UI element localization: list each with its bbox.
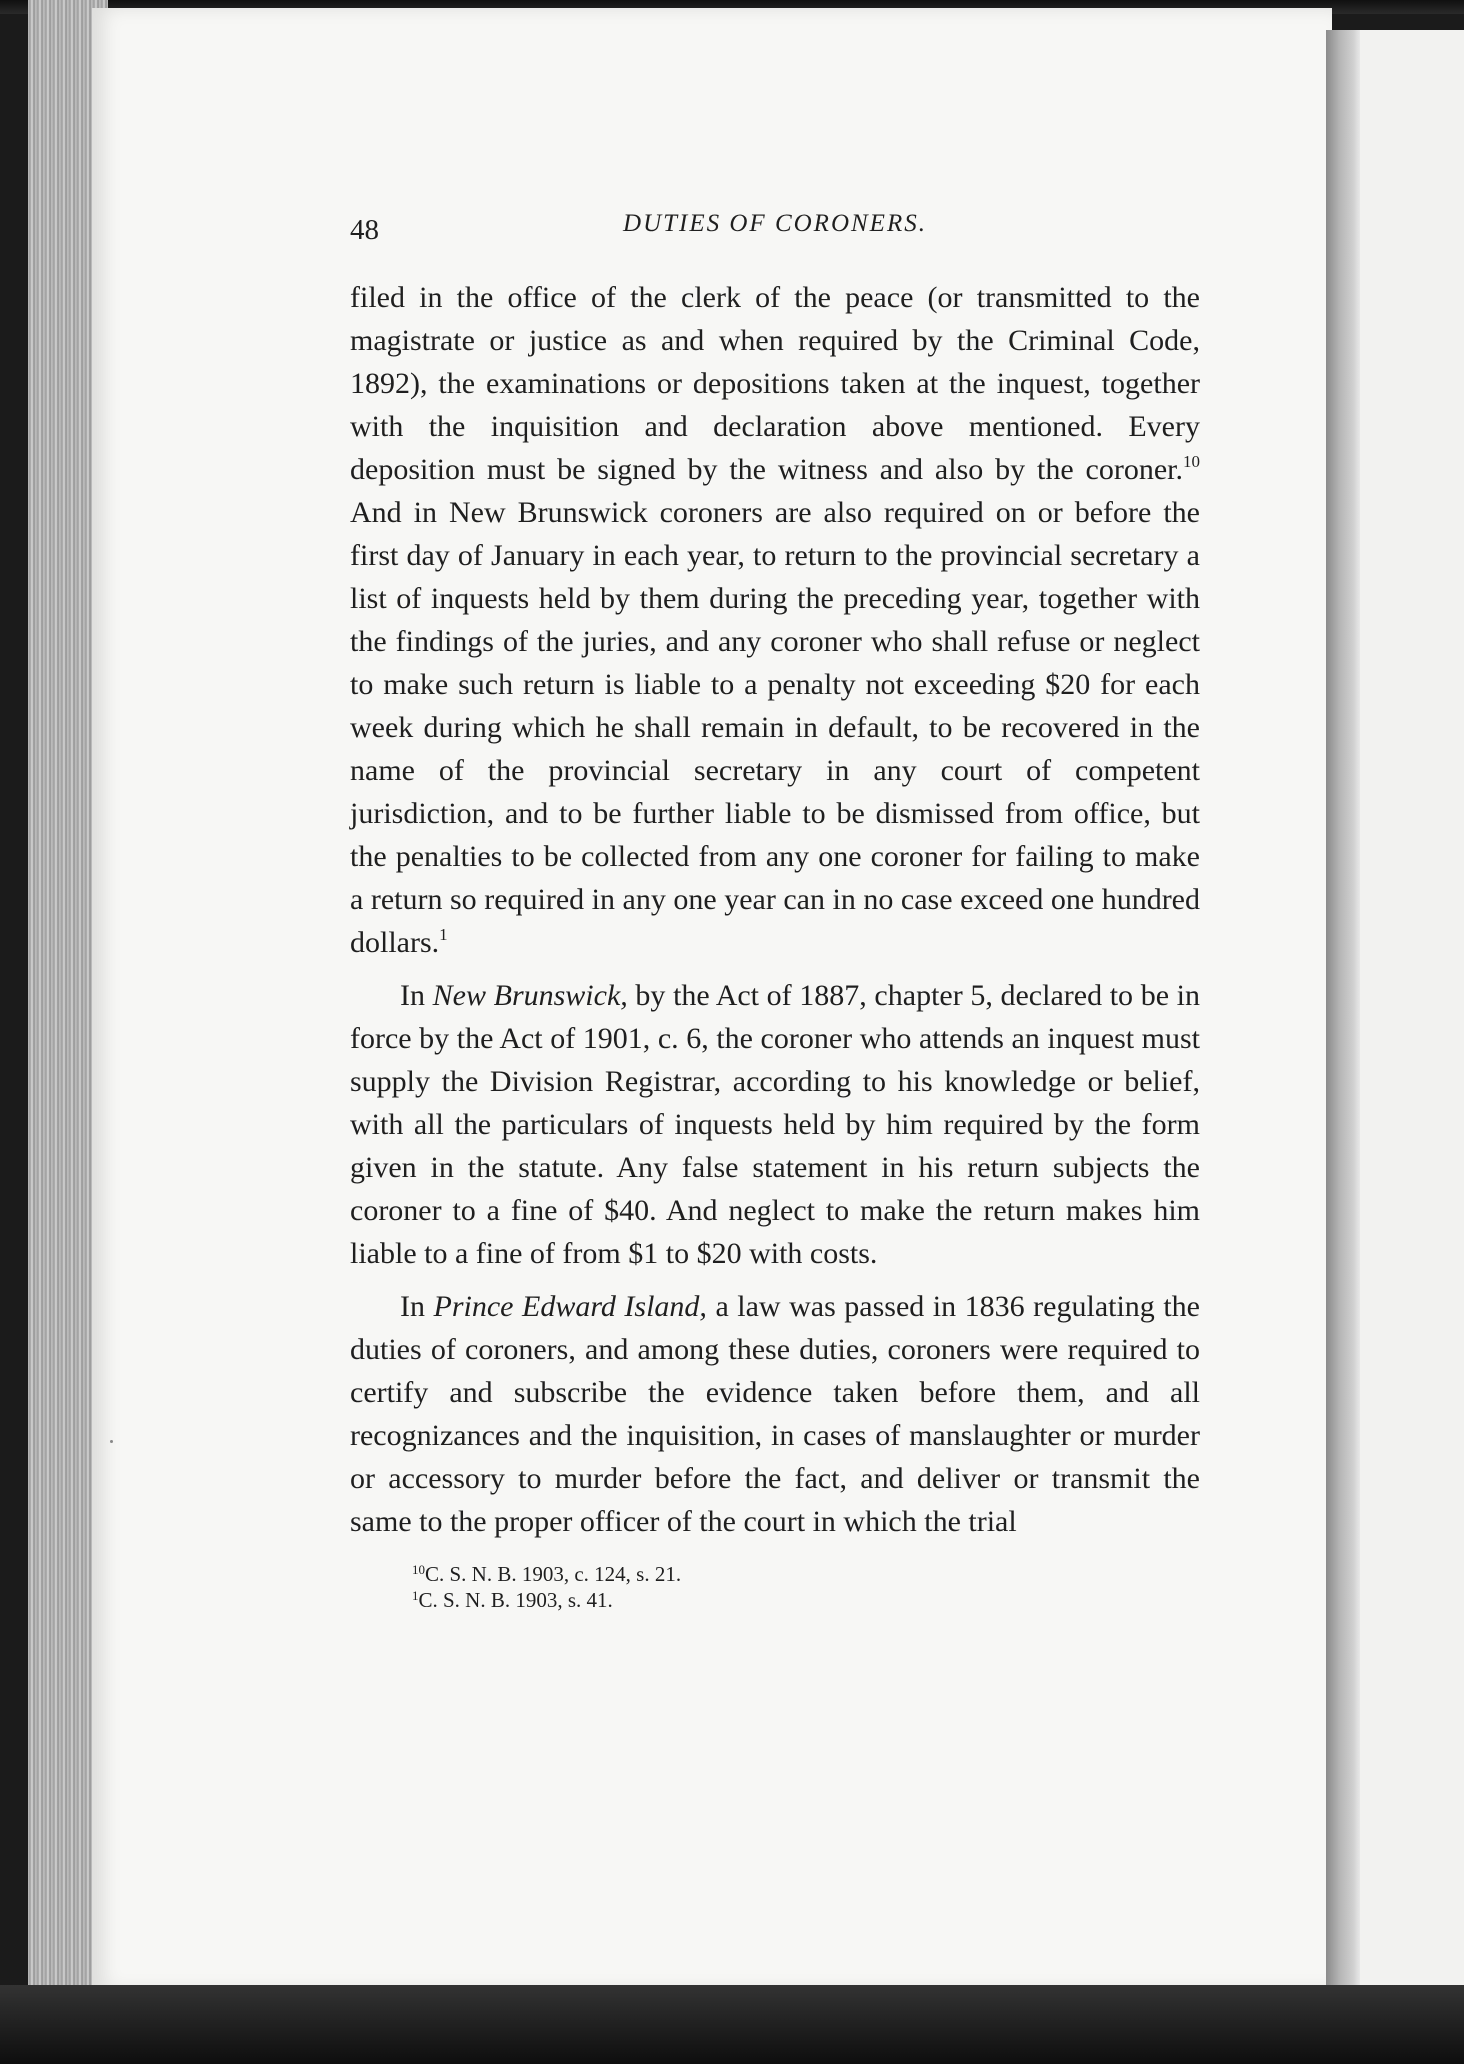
footnote-text: C. S. N. B. 1903, s. 41. — [418, 1588, 613, 1612]
paragraph-lead: In — [400, 979, 433, 1012]
place-name: New Brunswick, — [432, 979, 628, 1012]
page-number: 48 — [350, 214, 379, 246]
scan-bottom-shadow — [0, 1985, 1464, 2064]
scan-speck — [110, 1440, 113, 1443]
page-content — [350, 210, 1200, 1613]
running-head — [350, 210, 1200, 254]
paragraph-text: filed in the office of the clerk of the peace (or transmitted to the magistrate or justice as and when required by the Criminal Code, 1892), the examinations or depositions taken at the inquest, together with the inquisition and declaration above mentioned. Every deposition must be signed by the witness and also by the coroner. — [350, 281, 1200, 486]
footnote — [412, 1561, 1200, 1587]
footnote-reference: 1 — [439, 925, 448, 944]
running-title: DUTIES OF CORONERS. — [623, 210, 927, 237]
footnote-marker: 10 — [412, 1562, 425, 1577]
footnote-marker: 1 — [412, 1588, 419, 1603]
paragraph-text: a law was passed in 1836 regulating the duties of coroners, and among these duties, coroners were required to certify and subscribe the evidence taken before them, and all recognizances and the inquisition, in cases of manslaughter or murder or accessory to murder before the fact, and deliver or transmit the same to the proper officer of the court in which the trial — [350, 1290, 1200, 1538]
footnote-text: C. S. N. B. 1903, c. 124, s. 21. — [425, 1562, 682, 1586]
paragraph-lead: In — [400, 1290, 434, 1323]
place-name: Prince Edward Island, — [433, 1290, 707, 1323]
footnotes — [350, 1561, 1200, 1613]
footnote-reference: 10 — [1183, 452, 1200, 471]
book-gutter — [1326, 30, 1360, 1985]
footnote — [412, 1587, 1200, 1613]
paragraph-prince-edward-island — [350, 1285, 1200, 1543]
paragraph-text: And in New Brunswick coroners are also required on or before the first day of January in each year, to return to the provincial secretary a list of inquests held by them during the preceding year, together with the findings of the juries, and any coroner who shall refuse or neglect to make such return is liable to a penalty not exceeding $20 for each week during which he shall remain in default, to be recovered in the name of the provincial secretary in any court of competent jurisdiction, and to be further liable to be dismissed from office, but the penalties to be collected from any one coroner for failing to make a return so required in any one year can in no case exceed one hundred dollars. — [350, 496, 1200, 959]
paragraph-new-brunswick — [350, 974, 1200, 1275]
paragraph-continued — [350, 276, 1200, 964]
facing-page-edge — [1360, 30, 1464, 1985]
paragraph-text: by the Act of 1887, chapter 5, declared to be in force by the Act of 1901, c. 6, the coroner who attends an inquest must supply the Division Registrar, according to his knowledge or belief, with all the particulars of inquests held by him required by the form given in the statute. Any false statement in his return subjects the coroner to a fine of $40. And neglect to make the return makes him liable to a fine of from $1 to $20 with costs. — [350, 979, 1200, 1270]
